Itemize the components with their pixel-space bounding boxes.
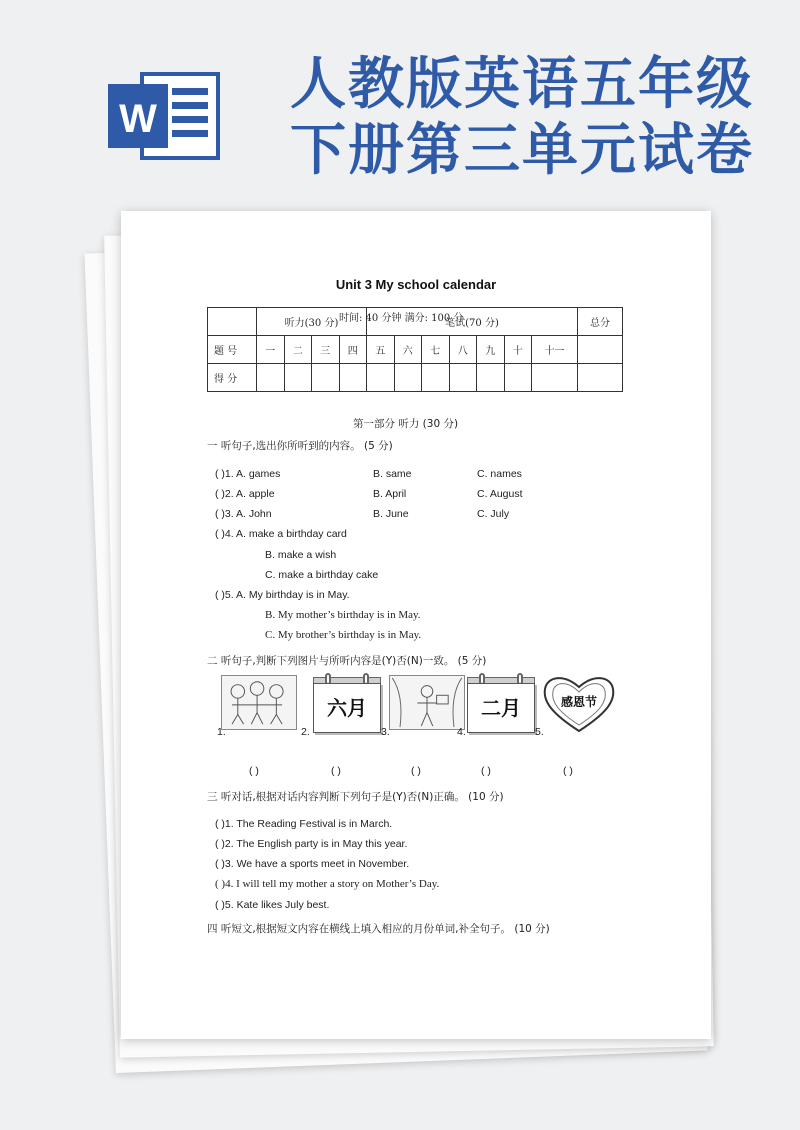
q2-option-c: C. August: [477, 488, 523, 500]
section3-item: ( )5. Kate likes July best.: [215, 899, 330, 911]
picture-5-heart: [541, 671, 617, 735]
word-logo-icon: [108, 70, 220, 162]
q4-option-b: B. make a wish: [265, 549, 337, 561]
listening-label: 听力(30 分): [257, 308, 367, 336]
q4-option-a: ( )4. A. make a birthday card: [215, 528, 347, 540]
q4-option-c: C. make a birthday cake: [265, 569, 379, 581]
item-number: 九: [477, 336, 505, 364]
section2-title: 二 听句子,判断下列图片与所听内容是(Y)否(N)一致。 (5 分): [207, 655, 487, 667]
q3-option-a: ( )3. A. John: [215, 508, 272, 520]
picture-1-children-icon: [221, 675, 297, 730]
item-number: 六: [394, 336, 422, 364]
item-number: 七: [422, 336, 450, 364]
section3-title: 三 听对话,根据对话内容判断下列句子是(Y)否(N)正确。 (10 分): [207, 791, 504, 803]
answer-blank: ( ): [563, 765, 573, 777]
answer-blank: ( ): [411, 765, 421, 777]
exam-paper: [121, 211, 711, 1039]
picture-2-calendar: [313, 673, 381, 733]
q3-option-b: B. June: [373, 508, 409, 520]
item-number: 四: [339, 336, 367, 364]
q2-option-a: ( )2. A. apple: [215, 488, 275, 500]
q3-option-c: C. July: [477, 508, 510, 520]
heart-text: 感恩节: [560, 695, 597, 709]
section1-title: 一 听句子,选出你所听到的内容。 (5 分): [207, 440, 393, 452]
score-table-item-row: [208, 336, 623, 364]
answer-blank: ( ): [331, 765, 341, 777]
picture-label-5: 5.: [535, 726, 544, 738]
banner-title: [262, 52, 782, 184]
section3-item: ( )1. The Reading Festival is in March.: [215, 818, 393, 830]
written-label: 笔试(70 分): [367, 308, 578, 336]
q5-option-a: ( )5. A. My birthday is in May.: [215, 589, 350, 601]
q5-option-c: C. My brother’s birthday is in May.: [265, 629, 422, 641]
item-number: 十一: [532, 336, 578, 364]
picture-4-calendar: [467, 673, 535, 733]
picture-3-stage-icon: [389, 675, 465, 730]
exam-time-info: 时间: 40 分钟 满分: 100 分: [339, 313, 464, 324]
word-logo-letter: W: [119, 97, 157, 141]
banner-title-line2: 下册第三单元试卷: [290, 118, 754, 183]
item-number: 一: [257, 336, 285, 364]
q2-option-b: B. April: [373, 488, 407, 500]
item-number: 二: [284, 336, 312, 364]
picture-label-1: 1.: [217, 726, 226, 738]
answer-blank: ( ): [249, 765, 259, 777]
q1-option-c: C. names: [477, 468, 522, 480]
q1-option-a: ( )1. A. games: [215, 468, 281, 480]
section3-item: ( )2. The English party is in May this year.: [215, 838, 408, 850]
item-number: 十: [504, 336, 532, 364]
document-title: Unit 3 My school calendar: [335, 277, 497, 292]
picture-label-3: 3.: [381, 726, 390, 738]
item-number: 八: [449, 336, 477, 364]
section4-title: 四 听短文,根据短文内容在横线上填入相应的月份单词,补全句子。 (10 分): [207, 923, 550, 935]
picture-label-2: 2.: [301, 726, 310, 738]
picture-label-4: 4.: [457, 726, 466, 738]
score-label: 得 分: [208, 364, 257, 392]
section3-item: ( )3. We have a sports meet in November.: [215, 858, 410, 870]
item-number-label: 题 号: [208, 336, 257, 364]
score-table-score-row: [208, 364, 623, 392]
item-number: 五: [367, 336, 395, 364]
q1-option-b: B. same: [373, 468, 412, 480]
answer-blank: ( ): [481, 765, 491, 777]
part1-heading: 第一部分 听力 (30 分): [353, 418, 459, 430]
calendar-month-text: 六月: [313, 683, 381, 733]
total-label: 总分: [578, 308, 623, 336]
q5-option-b: B. My mother’s birthday is in May.: [265, 609, 421, 621]
banner-title-line1: 人教版英语五年级: [290, 52, 754, 117]
calendar-month-text: 二月: [467, 683, 535, 733]
section3-item: ( )4. I will tell my mother a story on Mother’s Day.: [215, 878, 440, 890]
item-number: 三: [312, 336, 340, 364]
